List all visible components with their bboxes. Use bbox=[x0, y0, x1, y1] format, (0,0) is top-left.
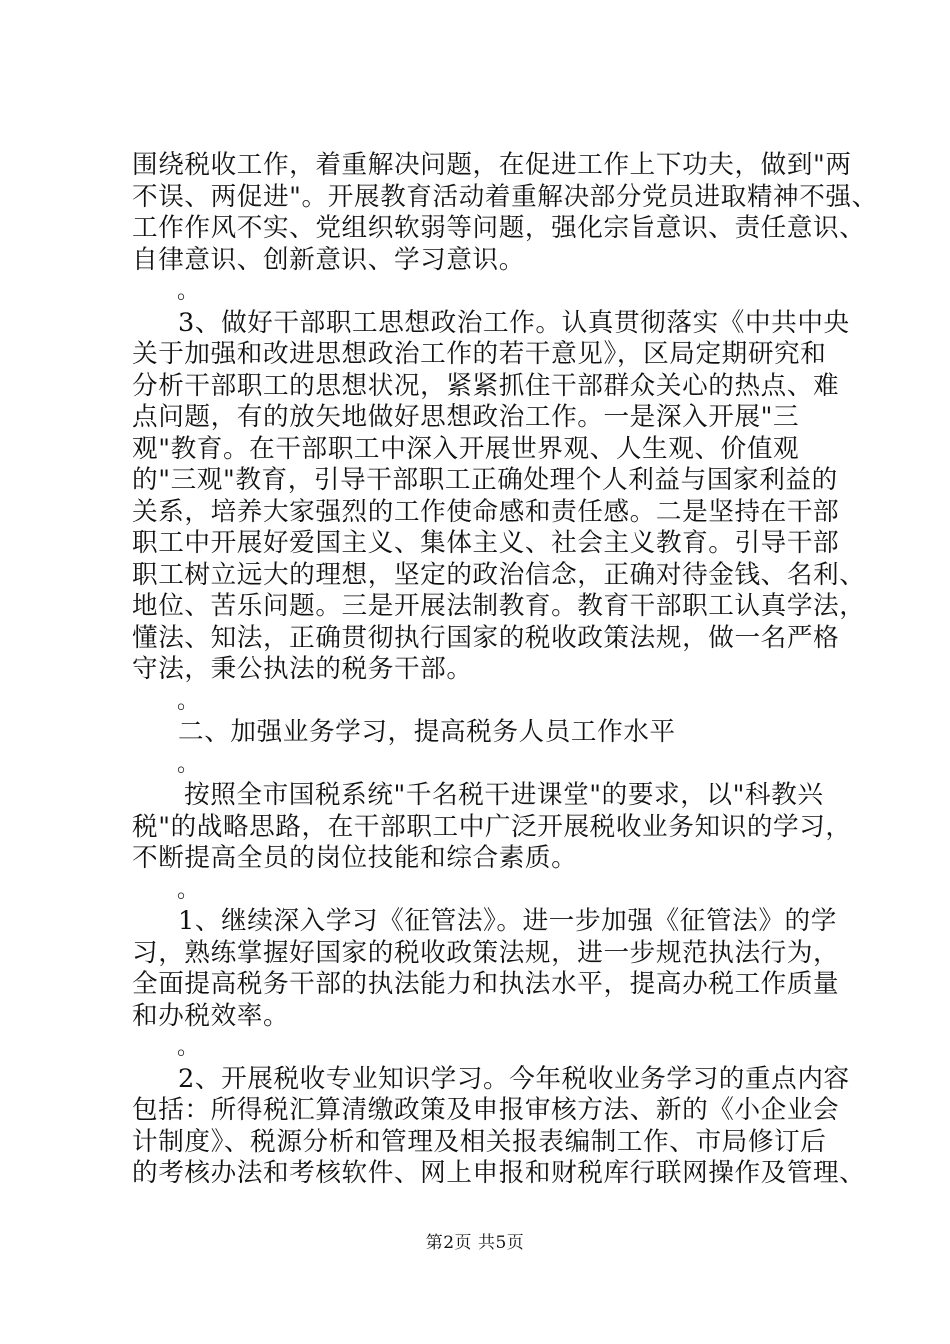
text-line: 和办税效率。 bbox=[132, 1000, 290, 1031]
text-line: 税"的战略思路，在干部职工中广泛开展税收业务知识的学习， bbox=[132, 811, 852, 842]
paragraph bbox=[132, 307, 866, 686]
section-heading bbox=[132, 717, 822, 749]
text-line: 3、做好干部职工思想政治工作。认真贯彻落实《中共中央 bbox=[178, 307, 850, 338]
text-line: 计制度》、税源分析和管理及相关报表编制工作、市局修订后 bbox=[132, 1126, 827, 1157]
paragraph-separator: 。 bbox=[177, 688, 200, 714]
paragraph-separator: 。 bbox=[177, 279, 200, 304]
text-line: 自律意识、创新意识、学习意识。 bbox=[132, 244, 525, 275]
text-line: 点问题，有的放矢地做好思想政治工作。一是深入开展"三 bbox=[132, 402, 800, 432]
text-line: 1、继续深入学习《征管法》。进一步加强《征管法》的学 bbox=[178, 906, 837, 936]
text-line: 按照全市国税系统"千名税干进课堂"的要求，以"科教兴 bbox=[184, 780, 824, 810]
text-line: 习，熟练掌握好国家的税收政策法规，进一步规范执法行为， bbox=[132, 937, 840, 968]
text-line: 全面提高税务干部的执法能力和执法水平，提高办税工作质量 bbox=[132, 969, 840, 999]
text-line: 的"三观"教育，引导干部职工正确处理个人利益与国家利益的 bbox=[132, 465, 838, 495]
text-line: 不断提高全员的岗位技能和综合素质。 bbox=[132, 843, 578, 873]
paragraph-separator: 。 bbox=[177, 751, 200, 777]
text-line: 工作作风不实、党组织软弱等问题，强化宗旨意识、责任意识、 bbox=[132, 213, 866, 243]
text-line: 围绕税收工作，着重解决问题，在促进工作上下功夫，做到"两 bbox=[132, 150, 852, 180]
text-line: 地位、苦乐问题。三是开展法制教育。教育干部职工认真学法， bbox=[132, 591, 866, 621]
text-line: 关于加强和改进思想政治工作的若干意见》，区局定期研究和 bbox=[132, 339, 827, 369]
text-line: 守法，秉公执法的税务干部。 bbox=[132, 654, 473, 684]
paragraph bbox=[132, 780, 852, 875]
text-line: 2、开展税收专业知识学习。今年税收业务学习的重点内容 bbox=[178, 1063, 850, 1094]
heading-text: 二、加强业务学习，提高税务人员工作水平 bbox=[178, 717, 676, 747]
paragraph-separator: 。 bbox=[177, 1035, 200, 1060]
text-line: 职工树立远大的理想，坚定的政治信念，正确对待金钱、名利、 bbox=[132, 559, 866, 590]
document-body bbox=[132, 150, 878, 1190]
text-line: 职工中开展好爱国主义、集体主义、社会主义教育。引导干部 bbox=[132, 528, 840, 558]
text-line: 分析干部职工的思想状况，紧紧抓住干部群众关心的热点、难 bbox=[132, 370, 840, 401]
paragraph-separator: 。 bbox=[177, 877, 200, 903]
paragraph bbox=[132, 150, 878, 276]
text-line: 懂法、知法，正确贯彻执行国家的税收政策法规，做一名严格 bbox=[132, 622, 840, 653]
text-line: 不误、两促进"。开展教育活动着重解决部分党员进取精神不强、 bbox=[132, 181, 878, 212]
page-number-footer: 第2页 共5页 bbox=[425, 1233, 525, 1253]
text-line: 关系，培养大家强烈的工作使命感和责任感。二是坚持在干部 bbox=[132, 496, 840, 527]
paragraph bbox=[132, 906, 840, 1032]
text-line: 的考核办法和考核软件、网上申报和财税库行联网操作及管理、 bbox=[132, 1158, 866, 1188]
text-line: 包括：所得税汇算清缴政策及申报审核方法、新的《小企业会 bbox=[132, 1095, 840, 1125]
paragraph bbox=[132, 1063, 866, 1190]
text-line: 观"教育。在干部职工中深入开展世界观、人生观、价值观 bbox=[132, 433, 800, 464]
